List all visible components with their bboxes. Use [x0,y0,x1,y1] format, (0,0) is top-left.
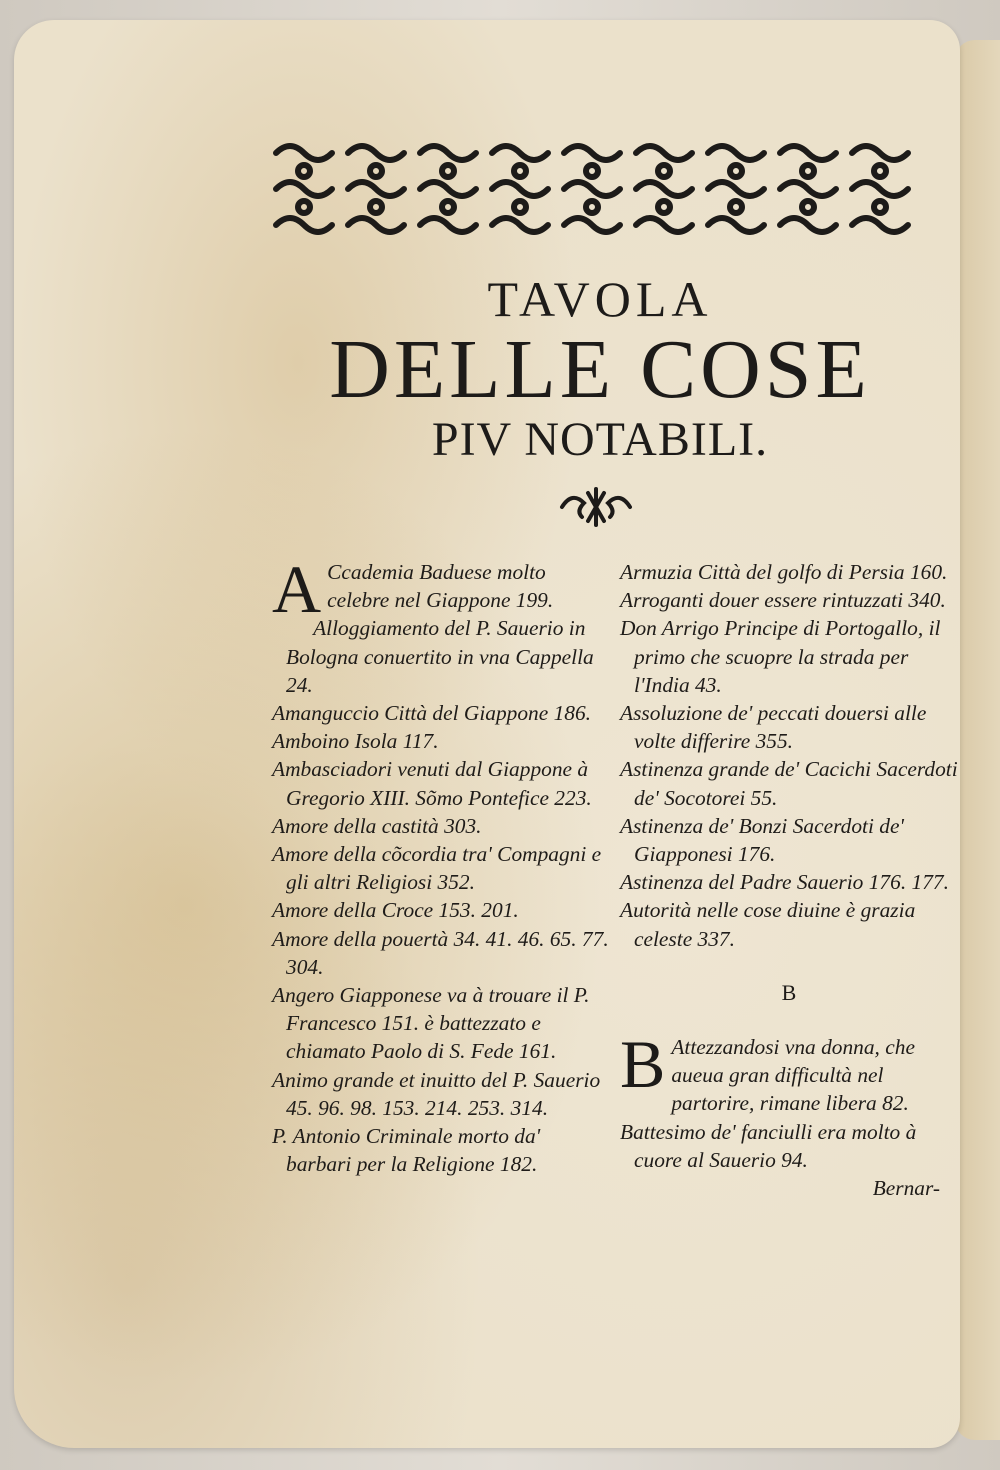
index-entry: Alloggiamento del P. Sauerio in Bologna conuertito in vna Cappella 24. [286,616,594,697]
index-entry: Ambasciadori venuti dal Giappone à Gregorio XIII. Sõmo Pontefice 223. [272,757,592,810]
title-line-delle-cose: DELLE COSE [329,323,871,416]
index-entry: P. Antonio Criminale morto da' barbari per la Religione 182. [272,1124,541,1177]
index-entry: Amore della Croce 153. 201. [272,898,519,923]
section-letter-b: B [781,979,797,1005]
index-entry: Amore della pouertà 34. 41. 46. 65. 77. 304. [272,926,609,979]
index-entry: Amanguccio Città del Giappone 186. [272,701,592,726]
index-entry: Astinenza del Padre Sauerio 176. 177. [620,870,949,895]
title-line-tavola: TAVOLA [487,271,713,327]
index-entry-text: Ccademia Baduese molto celebre nel Giappone 199. [327,560,554,613]
index-entry: Astinenza de' Bonzi Sacerdoti de' Giapponesi 176. [620,813,905,867]
index-entry: Autorità nelle cose diuine è grazia celeste 337. [620,898,916,951]
index-entry: Amore della castità 303. [272,813,482,838]
catchword: Bernar- [872,1176,940,1201]
index-entry: Astinenza grande de' Cacichi Sacerdoti de' Socotorei 55. [620,757,958,810]
index-entry: Animo grande et inuitto del P. Sauerio 45. 96. 98. 153. 214. 253. 314. [272,1067,601,1120]
index-column-left [272,551,610,1178]
index-entry [272,551,610,627]
index-entry: Amore della cõcordia tra' Compagni e gli altri Religiosi 352. [272,842,602,895]
fleuron-ornament-icon [558,485,634,529]
index-entry [620,1026,958,1118]
adjacent-page-edge [955,40,1000,1440]
index-entry: Don Arrigo Principe di Portogallo, il primo che scuopre la strada per l'India 43. [620,616,941,697]
headpiece-ornament-icon [268,133,916,245]
index-entry: Assoluzione de' peccati douersi alle volte differire 355. [620,701,927,754]
index-entry: Arroganti douer essere rintuzzati 340. [620,588,946,613]
index-entry: Armuzia Città del golfo di Persia 160. [620,560,948,584]
index-entry-text: Attezzandosi vna donna, che aueua gran difficultà nel partorire, rimane libera 82. [671,1035,915,1116]
index-entry: Angero Giapponese va à trouare il P. Francesco 151. è battezzato e chiamato Paolo di S. Fede 161. [272,983,590,1064]
drop-cap: B [620,1026,666,1103]
drop-cap: A [272,551,322,627]
title-line-piv-notabili: PIV NOTABILI. [431,413,769,466]
index-entry: Amboino Isola 117. [272,729,439,754]
index-entry: Battesimo de' fanciulli era molto à cuore al Sauerio 94. [620,1119,917,1172]
index-column-right [620,558,958,1202]
